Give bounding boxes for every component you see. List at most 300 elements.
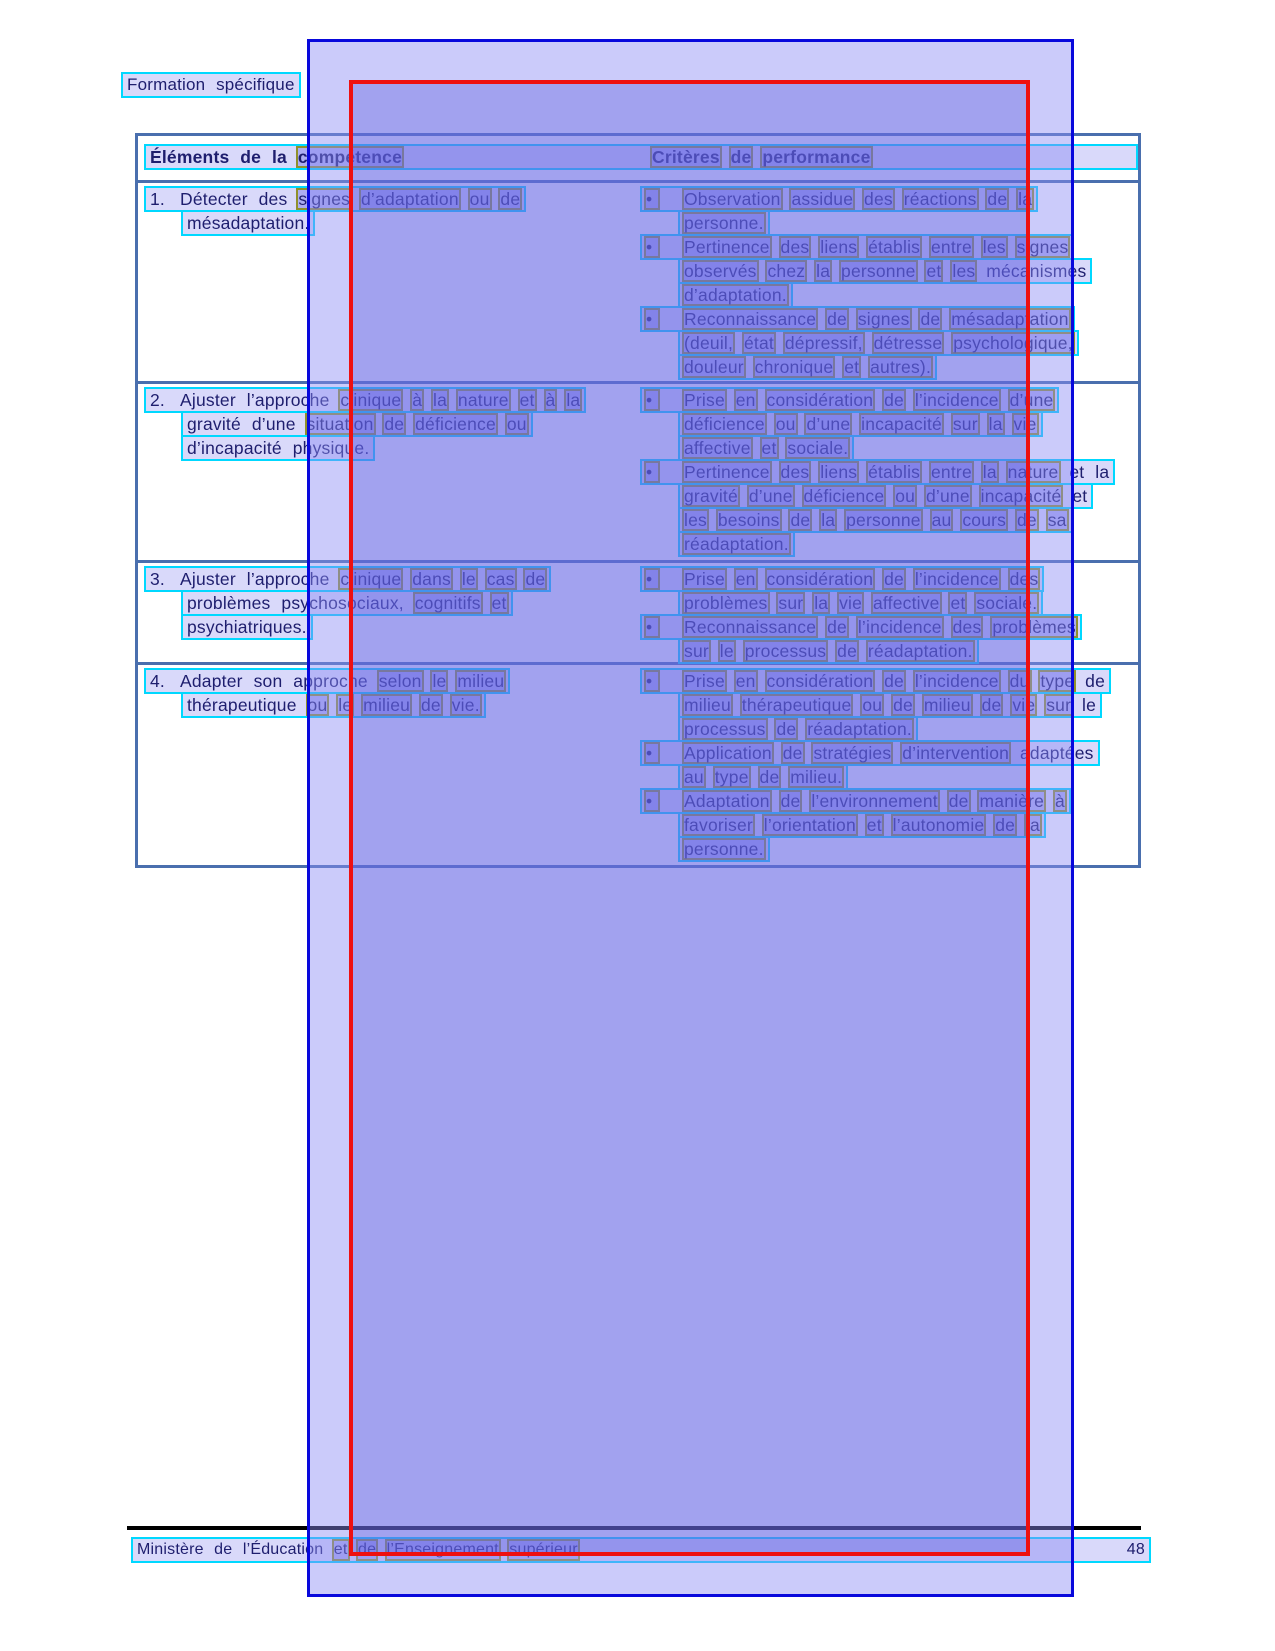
word: des	[864, 189, 893, 209]
word: psychosociaux,	[281, 593, 404, 613]
word: compétence	[297, 147, 402, 167]
criterion-line-text	[682, 237, 1070, 257]
bullet-marker: •	[644, 461, 660, 483]
element-line-text	[178, 569, 547, 589]
word: ou	[862, 695, 883, 715]
word: Ministère	[137, 1541, 204, 1558]
criterion-line-text	[682, 213, 766, 233]
word: la	[982, 462, 997, 482]
word: réadaptation.	[807, 719, 912, 739]
word: et	[491, 593, 507, 613]
word: de	[780, 791, 801, 811]
word: de	[948, 791, 969, 811]
word: d’une	[925, 486, 970, 506]
word: la	[821, 510, 836, 530]
ocr-line-box	[640, 740, 1100, 766]
word: de	[995, 815, 1016, 835]
word: des	[780, 237, 810, 257]
word: nature	[1007, 462, 1059, 482]
word: mécanismes	[986, 261, 1087, 281]
criterion-line-text	[682, 593, 1039, 613]
word: le	[719, 641, 734, 661]
page-number	[1125, 1539, 1147, 1561]
word: type	[1040, 671, 1075, 691]
word: autres).	[870, 357, 932, 377]
text-line-wrap	[640, 740, 1138, 764]
criterion-line-text	[682, 333, 1075, 353]
criteria-cell	[640, 665, 1138, 865]
word: de	[1016, 510, 1037, 530]
word: de	[827, 617, 847, 637]
word: Prise	[684, 390, 725, 410]
footer-rule	[127, 1526, 1141, 1530]
element-cell	[138, 665, 640, 865]
word: de	[420, 695, 441, 715]
ocr-line-box	[640, 387, 1059, 413]
criterion-line-text	[682, 390, 1055, 410]
criterion-line-text	[682, 815, 1042, 835]
competency-table	[135, 133, 1141, 868]
text-line-wrap	[640, 411, 1138, 435]
word: de	[782, 743, 803, 763]
word: en	[735, 390, 756, 410]
bullet-marker: •	[644, 616, 660, 638]
word: adaptées	[1019, 743, 1094, 763]
ocr-line-box	[678, 638, 979, 664]
word: signes	[857, 309, 910, 329]
text-line-wrap	[144, 387, 640, 411]
row-number: 2.	[150, 390, 165, 410]
word: et	[950, 593, 966, 613]
word: entre	[931, 462, 972, 482]
element-line-text	[185, 438, 371, 458]
word: la	[1025, 815, 1040, 835]
ocr-line-box	[144, 186, 526, 212]
criterion-line-text	[682, 719, 914, 739]
ocr-line-box	[678, 411, 1043, 437]
text-line-wrap	[144, 411, 640, 435]
ocr-line-box	[678, 258, 1092, 284]
word: ou	[775, 414, 796, 434]
text-line-wrap	[640, 435, 1138, 459]
word: cas	[486, 569, 515, 589]
word: gravité	[684, 486, 738, 506]
word: Pertinence	[684, 237, 770, 257]
word: d’incapacité	[187, 438, 282, 458]
word: cours	[962, 510, 1007, 530]
word: vie	[839, 593, 863, 613]
ocr-line-box	[144, 668, 510, 694]
word: le	[338, 695, 353, 715]
word: réactions	[903, 189, 977, 209]
text-line-wrap	[640, 638, 1138, 662]
word: au	[684, 767, 704, 787]
word: de	[790, 510, 811, 530]
word: sur	[684, 641, 709, 661]
word: personne	[846, 510, 921, 530]
ocr-line-box	[181, 590, 513, 616]
word: psychologique,	[953, 333, 1073, 353]
word: approche	[293, 671, 368, 691]
word: observés	[684, 261, 757, 281]
word: ou	[506, 414, 527, 434]
text-line-wrap	[640, 354, 1138, 378]
word: établis	[868, 237, 921, 257]
word: et	[926, 261, 942, 281]
word: milieu	[923, 695, 971, 715]
word: de	[214, 1541, 233, 1558]
word: ou	[895, 486, 916, 506]
word: et	[761, 438, 777, 458]
word: stratégies	[813, 743, 892, 763]
word: nature	[457, 390, 509, 410]
word: l’incidence	[857, 617, 942, 637]
word: de	[987, 189, 1008, 209]
word: d’intervention	[902, 743, 1010, 763]
word: la	[816, 261, 831, 281]
ocr-line-box	[678, 836, 770, 862]
word: affective	[684, 438, 751, 458]
word: déficience	[803, 486, 885, 506]
word: situation	[306, 414, 374, 434]
word: dans	[412, 569, 451, 589]
word: chez	[767, 261, 806, 281]
word: mésadaptation.	[187, 213, 310, 233]
word: Adaptation	[684, 791, 770, 811]
word: des	[952, 617, 982, 637]
ocr-line-box	[678, 716, 918, 742]
word: sociale.	[976, 593, 1038, 613]
word: les	[684, 510, 707, 530]
word: vie.	[451, 695, 480, 715]
word: Critères	[652, 147, 720, 167]
word: de	[884, 569, 904, 589]
text-line-wrap	[640, 306, 1138, 330]
word: favoriser	[684, 815, 753, 835]
text-line-wrap	[640, 692, 1138, 716]
word: réadaptation.	[867, 641, 973, 661]
word: chronique	[754, 357, 834, 377]
text-line-wrap	[144, 186, 640, 210]
word: liens	[820, 237, 858, 257]
text-line-wrap	[640, 483, 1138, 507]
text-line-wrap	[640, 507, 1138, 531]
word: en	[735, 569, 756, 589]
criteria-cell	[640, 384, 1138, 560]
word: et	[519, 390, 535, 410]
word: les	[982, 237, 1006, 257]
word: liens	[820, 462, 858, 482]
word: de	[240, 147, 262, 167]
ocr-line-box	[640, 566, 1044, 592]
ocr-line-box	[144, 387, 586, 413]
criterion-line-text	[682, 357, 933, 377]
text-line-wrap	[640, 812, 1138, 836]
bullet-marker: •	[644, 389, 660, 411]
criterion-line-text	[682, 414, 1039, 434]
table-row	[138, 662, 1138, 865]
word: en	[735, 671, 756, 691]
text-line-wrap	[640, 531, 1138, 555]
text-line-wrap	[640, 459, 1138, 483]
criterion-line-text	[682, 767, 844, 787]
word: d’une	[806, 414, 851, 434]
word: Pertinence	[684, 462, 770, 482]
ocr-line-box	[640, 234, 1074, 260]
bullet-marker: •	[644, 790, 660, 812]
ocr-line-box	[678, 282, 793, 308]
criterion-line-text	[682, 462, 1111, 482]
text-line-wrap	[640, 590, 1138, 614]
word: thérapeutique	[741, 695, 852, 715]
word: état	[743, 333, 774, 353]
criterion-line-text	[682, 510, 1069, 530]
word: processus	[684, 719, 766, 739]
word: physique.	[292, 438, 370, 458]
text-line-wrap	[640, 836, 1138, 860]
word: établis	[868, 462, 921, 482]
element-line-text	[178, 189, 522, 209]
element-line-text	[185, 414, 529, 434]
word: vie	[1013, 414, 1037, 434]
column-header-elements	[148, 147, 404, 167]
ocr-line-box	[678, 812, 1046, 838]
text-line-wrap	[640, 788, 1138, 812]
word: milieu	[363, 695, 411, 715]
text-line-wrap	[640, 716, 1138, 740]
ocr-line-box	[678, 210, 770, 236]
ocr-line-box	[678, 692, 1102, 718]
element-line-text	[185, 617, 309, 637]
word: le	[432, 671, 447, 691]
word: Prise	[684, 569, 725, 589]
word: supérieur	[507, 1539, 580, 1561]
word: de	[730, 147, 752, 167]
text-line-wrap	[144, 210, 640, 234]
bullet-marker: •	[644, 670, 660, 692]
word: à	[1054, 791, 1065, 811]
word: affective	[872, 593, 940, 613]
word: de	[776, 719, 797, 739]
text-line-wrap	[640, 387, 1138, 411]
word: signes	[1016, 237, 1069, 257]
text-line-wrap	[640, 258, 1138, 282]
word: incapacité	[861, 414, 942, 434]
criteria-cell	[640, 563, 1138, 662]
table-header-row	[138, 136, 1138, 180]
ocr-line-box	[181, 692, 486, 718]
ocr-line-box	[678, 531, 795, 557]
word: de	[981, 695, 1002, 715]
word: de	[884, 390, 904, 410]
ocr-line-box	[678, 507, 1073, 533]
word: déficience	[684, 414, 765, 434]
table-row	[138, 381, 1138, 560]
criterion-line-text	[682, 534, 791, 554]
word: au	[931, 510, 952, 530]
column-header-criteria	[650, 146, 873, 168]
text-line-wrap	[640, 210, 1138, 234]
word: considération	[766, 569, 874, 589]
word: des	[258, 189, 288, 209]
word: dépressif,	[784, 333, 863, 353]
word: de	[759, 767, 780, 787]
word: Application	[684, 743, 772, 763]
ocr-line-box	[678, 764, 848, 790]
word: la	[566, 390, 581, 410]
element-cell	[138, 563, 640, 662]
word: l’approche	[246, 569, 330, 589]
word: et	[866, 815, 882, 835]
row-number: 4.	[150, 671, 165, 691]
word: l’incidence	[914, 569, 999, 589]
word: la	[814, 593, 829, 613]
word: performance	[762, 147, 871, 167]
word: déficience	[415, 414, 496, 434]
bullet-marker: •	[644, 188, 660, 210]
word: assidue	[791, 189, 854, 209]
criteria-cell	[640, 183, 1138, 381]
ocr-line-box	[181, 411, 533, 437]
word: de	[893, 695, 913, 715]
word: de	[827, 309, 847, 329]
word: incapacité	[980, 486, 1062, 506]
text-line-wrap	[640, 764, 1138, 788]
criterion-line-text	[682, 569, 1040, 589]
word: l’environnement	[811, 791, 938, 811]
criterion-line-text	[682, 486, 1089, 506]
eyebrow-text	[125, 75, 297, 94]
word: clinique	[340, 390, 402, 410]
word: d’une	[251, 414, 296, 434]
word: sa	[1047, 510, 1067, 530]
criterion-line-text	[682, 285, 789, 305]
criterion-line-text	[682, 641, 975, 661]
word: des	[780, 462, 810, 482]
criterion-line-text	[682, 309, 1071, 329]
criterion-line-text	[682, 695, 1098, 715]
ocr-line-box	[678, 354, 937, 380]
word: Éléments	[150, 147, 230, 167]
table-body	[138, 180, 1138, 865]
word: selon	[378, 671, 422, 691]
word: manière	[979, 791, 1045, 811]
word: Détecter	[180, 189, 248, 209]
criterion-line-text	[682, 189, 1034, 209]
word: à	[412, 390, 423, 410]
criterion-line-text	[682, 839, 766, 859]
word: sur	[952, 414, 978, 434]
criterion-line-text	[682, 617, 1078, 637]
text-line-wrap	[640, 330, 1138, 354]
text-line-wrap	[640, 282, 1138, 306]
element-line-text	[178, 671, 506, 691]
word: personne	[841, 261, 916, 281]
row-number: 3.	[150, 569, 165, 589]
word: considération	[766, 390, 874, 410]
word: de	[884, 671, 904, 691]
word: et	[332, 1539, 350, 1561]
ocr-line-box	[144, 566, 551, 592]
word: réadaptation.	[684, 534, 789, 554]
word: l’Éducation	[242, 1541, 324, 1558]
word: 48	[1126, 1541, 1145, 1558]
word: Formation	[127, 75, 206, 94]
word: personne.	[684, 213, 764, 233]
word: Ajuster	[180, 569, 236, 589]
text-line-wrap	[640, 614, 1138, 638]
word: le	[1082, 695, 1097, 715]
ocr-line-box	[640, 788, 1071, 814]
word: à	[545, 390, 556, 410]
word: Adapter	[180, 671, 243, 691]
word: l’Enseignement	[385, 1539, 501, 1561]
table-header-linebox	[144, 144, 1138, 170]
word: son	[253, 671, 283, 691]
word: la	[1018, 189, 1033, 209]
ocr-line-box	[640, 186, 1038, 212]
word: milieu	[684, 695, 731, 715]
word: ou	[307, 695, 328, 715]
word: l’autonomie	[892, 815, 985, 835]
element-cell	[138, 384, 640, 560]
word: processus	[744, 641, 827, 661]
text-line-wrap	[640, 668, 1138, 692]
word: l’incidence	[914, 671, 999, 691]
word: considération	[766, 671, 874, 691]
word: vie	[1012, 695, 1036, 715]
word: de	[356, 1539, 378, 1561]
ocr-line-box	[181, 435, 375, 461]
word: milieu.	[790, 767, 843, 787]
text-line-wrap	[144, 590, 640, 614]
ocr-line-box	[640, 459, 1115, 485]
word: d’une	[748, 486, 793, 506]
bullet-marker: •	[644, 568, 660, 590]
criterion-line-text	[682, 671, 1107, 691]
text-line-wrap	[144, 435, 640, 459]
word: l’orientation	[763, 815, 856, 835]
criterion-line-text	[682, 743, 1096, 763]
word: de	[500, 189, 521, 209]
word: Reconnaissance	[684, 309, 817, 329]
word: cognitifs	[414, 593, 481, 613]
word: les	[952, 261, 976, 281]
element-line-text	[185, 593, 509, 613]
ocr-line-box	[181, 614, 313, 640]
criterion-line-text	[682, 261, 1088, 281]
word: d’adaptation.	[684, 285, 787, 305]
criterion-line-text	[682, 791, 1067, 811]
word: Ajuster	[180, 390, 236, 410]
word: spécifique	[216, 75, 295, 94]
word: signes	[298, 189, 351, 209]
text-line-wrap	[640, 186, 1138, 210]
word: Observation	[684, 189, 781, 209]
word: de	[837, 641, 858, 661]
word: détresse	[873, 333, 943, 353]
word: sociale.	[787, 438, 849, 458]
word: ou	[469, 189, 490, 209]
bullet-marker: •	[644, 742, 660, 764]
word: besoins	[717, 510, 780, 530]
word: de	[384, 414, 405, 434]
word: de	[920, 309, 941, 329]
ocr-line-box	[640, 306, 1075, 332]
text-line-wrap	[144, 614, 640, 638]
footer-text	[135, 1539, 580, 1561]
row-number: 1.	[150, 189, 165, 209]
